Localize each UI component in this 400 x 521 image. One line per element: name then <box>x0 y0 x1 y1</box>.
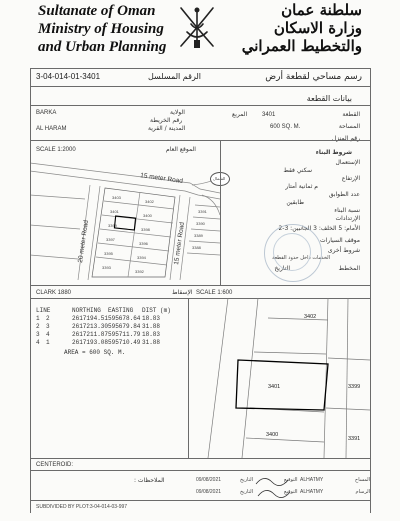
surveyor-value: ALHATMY <box>300 477 324 483</box>
road-15-label: 15 meter Road <box>139 172 184 185</box>
subdivided-note: SUBDIVIDED BY PLOT:3-04-014-03-997 <box>36 504 128 510</box>
village-value: AL HARAM <box>36 126 67 132</box>
clark-label: CLARK 1880 <box>36 290 72 296</box>
height-value: م ثمانية أمتار <box>285 183 318 190</box>
svg-text:3397: 3397 <box>106 237 115 242</box>
svg-text:3400: 3400 <box>143 213 152 218</box>
coord-cell-from: 2 <box>36 323 40 330</box>
official-stamp <box>264 224 322 282</box>
plot-3401-label: 3401 <box>268 384 281 390</box>
serial-label: الرقم المسلسل <box>148 72 202 81</box>
other-value: الخدمات داخل حدود القطعة <box>272 255 330 261</box>
setbacks-value: الأمام: 5 الخلف: 3 الجانبين: 3-2 <box>278 225 360 232</box>
date2: 09/08/2021 <box>196 489 222 495</box>
use-value: سكني فقط <box>283 167 312 174</box>
svg-text:3403: 3403 <box>112 195 121 200</box>
title-en-line2: Ministry of Housing <box>38 21 164 37</box>
signature-mark <box>254 472 294 500</box>
coord-cell-easting: 595711.79 <box>108 331 141 338</box>
drafter-label: الرسام <box>355 489 370 495</box>
road-20-label: 20 meter Road <box>77 219 90 264</box>
planner-label: المخطط <box>338 265 360 272</box>
floors-label: عدد الطوابق <box>328 191 360 198</box>
highlighted-plot <box>114 216 135 230</box>
scale-location: SCALE 1:2000 <box>36 147 76 153</box>
svg-text:3401: 3401 <box>110 209 119 214</box>
other-label: شروط أخرى <box>327 247 360 254</box>
coord-cell-to: 3 <box>46 323 50 330</box>
coord-cell-easting: 595710.49 <box>108 339 141 346</box>
setbacks-label: الإرتدادات <box>335 215 360 222</box>
coord-cell-to: 1 <box>46 339 50 346</box>
village-label: المدينة / القرية <box>148 125 186 132</box>
plot-3391-label: 3391 <box>348 436 361 442</box>
svg-text:3396: 3396 <box>139 241 148 246</box>
coord-cell-northing: 2617211.87 <box>72 331 109 338</box>
planner-date-label: التاريخ <box>274 265 290 272</box>
coord-cell-from: 4 <box>36 339 40 346</box>
coord-cell-from: 3 <box>36 331 40 338</box>
projection-label: الإسقاط <box>172 289 193 296</box>
signature-label: التوقيع <box>284 477 298 483</box>
title-en-line1: Sultanate of Oman <box>38 3 156 19</box>
svg-text:3390: 3390 <box>196 221 205 226</box>
coord-cell-dist: 31.88 <box>142 323 161 330</box>
date1: 09/08/2021 <box>196 477 222 483</box>
drafter-value: ALHATMY <box>300 489 324 495</box>
area-total: AREA = 600 SQ. M. <box>64 349 126 356</box>
date2-label: التاريخ <box>240 489 253 495</box>
doc-title: رسم مساحي لقطعة أرض <box>265 72 362 82</box>
coord-cell-easting: 595679.84 <box>108 323 141 330</box>
date1-label: التاريخ <box>240 477 253 483</box>
notes-label: الملاحظات : <box>134 477 165 484</box>
signature2-label: التوقيع <box>284 489 298 495</box>
ratio-label: نسبة البناء <box>334 207 360 214</box>
coord-cell-to: 2 <box>46 315 50 322</box>
coord-cell-dist: 31.88 <box>142 339 161 346</box>
coord-cell-northing: 2617213.30 <box>72 323 109 330</box>
road-15b-label: 15 meter Road <box>173 221 186 266</box>
title-ar-line2: وزارة الاسكان <box>273 19 362 37</box>
svg-text:3395: 3395 <box>104 251 113 256</box>
oman-emblem-icon <box>173 2 221 52</box>
serial-number: 3-04-014-01-3401 <box>36 72 101 81</box>
plot-3402-label: 3402 <box>304 314 317 320</box>
parking-label: موقف السيارات <box>320 237 360 244</box>
plot-map <box>188 298 370 458</box>
map-no-label: رقم الخريطة <box>150 117 183 124</box>
svg-text:3398: 3398 <box>141 227 150 232</box>
title-ar-line3: والتخطيط العمراني <box>241 37 362 55</box>
plot-3401-outline <box>236 360 328 410</box>
svg-text:3389: 3389 <box>194 233 203 238</box>
title-en-line3: and Urban Planning <box>38 39 167 55</box>
block-label: المربع <box>232 111 248 118</box>
title-ar-line1: سلطنة عمان <box>281 1 362 19</box>
conditions-label: شروط البناء <box>315 149 352 156</box>
coord-cell-northing: 2617194.51 <box>72 315 109 322</box>
coord-cell-dist: 18.83 <box>142 331 161 338</box>
location-map <box>30 155 220 280</box>
svg-text:3392: 3392 <box>135 269 144 274</box>
svg-text:3393: 3393 <box>102 265 111 270</box>
coord-cell-from: 1 <box>36 315 40 322</box>
surveyor-label: المساح <box>354 477 370 483</box>
coord-cell-dist: 18.83 <box>142 315 161 322</box>
svg-text:3394: 3394 <box>137 255 146 260</box>
wilayat-value: BARKA <box>36 110 57 116</box>
svg-text:3399: 3399 <box>108 223 117 228</box>
svg-text:3388: 3388 <box>192 245 201 250</box>
wilayat-label: الولاية <box>170 109 185 116</box>
use-label: الإستعمال <box>335 159 360 166</box>
location-label: الموقع العام <box>166 146 196 153</box>
plot-data-label: بيانات القطعة <box>306 94 352 103</box>
svg-text:3402: 3402 <box>145 199 154 204</box>
area-value: 600 SQ. M. <box>270 124 301 130</box>
height-label: الإرتفاع <box>341 175 360 182</box>
floors-value: طابقين <box>286 199 304 206</box>
coord-cell-to: 4 <box>46 331 50 338</box>
plot-3399-label: 3399 <box>348 384 361 390</box>
house-no-label: رقم المنزل <box>331 135 360 142</box>
plot-no-value: 3401 <box>262 112 276 118</box>
centeroid-label: CENTEROID: <box>36 462 74 468</box>
coord-cell-northing: 2617193.08 <box>72 339 109 346</box>
coord-cell-easting: 595678.64 <box>108 315 141 322</box>
svg-text:3391: 3391 <box>198 209 207 214</box>
area-label: المساحة <box>338 123 360 130</box>
plot-no-label: القطعة <box>342 111 360 118</box>
scale-plot: SCALE 1:600 <box>196 290 233 296</box>
north-arrow-icon: الشمال <box>210 172 230 186</box>
plot-3400-label: 3400 <box>266 432 279 438</box>
